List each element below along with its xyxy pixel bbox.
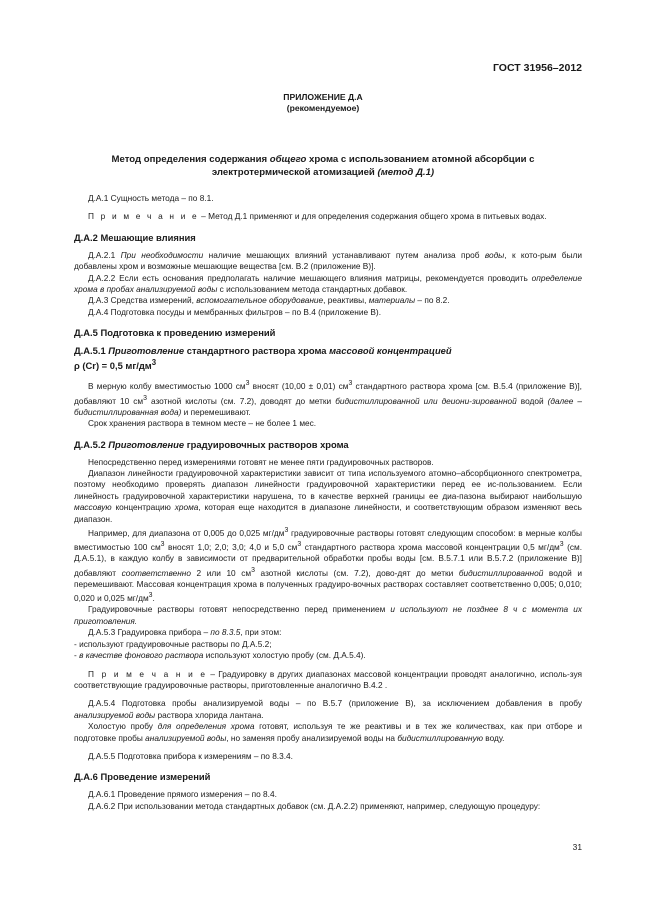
method-title <box>60 154 586 179</box>
heading-da5-1: Д.А.5.1 Приготовление стандартного раствора хрома массовой концентрацией ρ (Cr) = 0,5 $мг/дм^3$ <box>74 345 452 372</box>
clause-da5-1-text: В мерную колбу вместимостью 1000 $см^3$ вносят (10,00 ± 0,01) $см^3$ стандартного раствора хрома [см. В.5.4 (приложение В)], добавляют 10 $см^3$ азотной кислоты (см. 7.2), доводят до метки бидистиллированной или деиони-зированной водой (далее – бидистиллированная вода) и перемешивают. <box>74 380 582 417</box>
clause-da2-2: Д.А.2.2 Если есть основания предполагать наличие мешающего влияния матрицы, рекомендуется проводить определение хрома в пробах анализируемой воды с использованием метода стандартных добавок. <box>74 272 582 295</box>
clause-da2-1: Д.А.2.1 При необходимости наличие мешающих влияний устанавливают путем анализа проб воды, к кото-рым были добавлены хром и возможные мешающие вещества [см. В.2 (приложение В)]. <box>74 249 582 272</box>
heading-da5-2: Д.А.5.2 Приготовление градуировочных растворов хрома <box>74 438 349 450</box>
clause-da3: Д.А.3 Средства измерений, вспомогательное оборудование, реактивы, материалы – по 8.2. <box>88 295 450 306</box>
para-q4: Градуировочные растворы готовят непосредственно перед применением и используют не позднее 8 ч с момента их приготовления. <box>74 604 582 626</box>
annex-type: (рекомендуемое) <box>286 103 360 113</box>
heading-da2: Д.А.2 Мешающие влияния <box>74 231 196 243</box>
note-1: П р и м е ч а н и е – Метод Д.1 применяют и для определения содержания общего хрома в питьевых водах. <box>88 211 547 222</box>
clause-da6-2: Д.А.6.2 При использовании метода стандартных добавок (см. Д.А.2.2) применяют, например, следующую процедуру: <box>88 800 541 811</box>
title-line-2: электротермической атомизацией (метод Д.1) <box>211 166 435 178</box>
para-q2: Диапазон линейности градуировочной характеристики зависит от типа используемого атомно–абсорбционного спектрометра, поэтому необходимо проверять диапазон линейности градуировочной характеристики перед ее ис-пользованием. Если линейность градуировочной характеристики нарушена, то в качестве верхней границы ее диа-пазона выбирают наибольшую массовую концентрацию хрома, которая еще находится в диапазоне линейности, и соответствующим образом изменяют весь диапазон. <box>74 467 582 524</box>
list-item-1: - используют градуировочные растворы по Д.А.5.2; <box>74 638 272 649</box>
para-q1: Непосредственно перед измерениями готовят не менее пяти градуировочных растворов. <box>88 456 434 467</box>
storage-term: Срок хранения раствора в темном месте – не более 1 мес. <box>88 418 317 429</box>
blank-sample-para: Холостую пробу для определения хрома готовят, используя те же реактивы и в тех же количествах, как при отборе и подготовке пробы анализируемой воды, но заменяя пробу анализируемой воды на бидистиллированную воду. <box>74 721 582 743</box>
document-body <box>74 193 582 812</box>
annex-heading <box>0 92 646 114</box>
list-item-2: - в качестве фонового раствора используют холостую пробу (см. Д.А.5.4). <box>74 650 366 661</box>
annex-title: ПРИЛОЖЕНИЕ Д.А <box>283 92 363 102</box>
page-number: 31 <box>572 841 582 852</box>
heading-da6: Д.А.6 Проведение измерений <box>74 771 211 783</box>
clause-da5-3: Д.А.5.3 Градуировка прибора – по 8.3.5, при этом: <box>88 627 282 638</box>
clause-da5-5: Д.А.5.5 Подготовка прибора к измерениям – по 8.3.4. <box>88 750 293 761</box>
clause-da1: Д.А.1 Сущность метода – по 8.1. <box>88 193 214 203</box>
title-line-1: Метод определения содержания общего хрома с использованием атомной абсорбции с <box>111 154 535 165</box>
heading-da5: Д.А.5 Подготовка к проведению измерений <box>74 327 276 339</box>
clause-da6-1: Д.А.6.1 Проведение прямого измерения – по 8.4. <box>88 789 277 800</box>
standard-number: ГОСТ 31956–2012 <box>492 62 582 74</box>
clause-da4: Д.А.4 Подготовка посуды и мембранных фильтров – по В.4 (приложение В). <box>88 306 381 317</box>
note-2: П р и м е ч а н и е – Градуировку в других диапазонах массовой концентрации проводят аналогично, исполь-зуя соответствующие градуировочные растворы, приготовленные аналогично В.4.2 . <box>74 668 582 690</box>
clause-da5-4: Д.А.5.4 Подготовка пробы анализируемой воды – по В.5.7 (приложение В), за исключением добавления в пробу анализируемой воды раствора хлорида лантана. <box>74 698 582 720</box>
para-q3: Например, для диапазона от 0,005 до 0,025 $мг/дм^3$ градуировочные растворы готовят следующим способом: в мерные колбы вместимостью 100 $см^3$ вносят 1,0; 2,0; 3,0; 4,0 и 5,0 $см^3$ стандартного раствора хрома массовой концентрации 0,5 $мг/дм^3$ (см. Д.А.5.1), в каждую колбу в зависимости от предварительной обработки пробы воды [см. В.5.7.1 или В.5.7.2 (приложение В)] добавляют соответственно 2 или 10 $см^3$ азотной кислоты (см. 7.2), дово-дят до метки бидистиллированной водой и перемешивают. Массовая концентрация хрома в полученных градуиро-вочных растворах составляет соответственно 0,005; 0,010; 0,020 и 0,025 $мг/дм^3$. <box>74 526 582 604</box>
